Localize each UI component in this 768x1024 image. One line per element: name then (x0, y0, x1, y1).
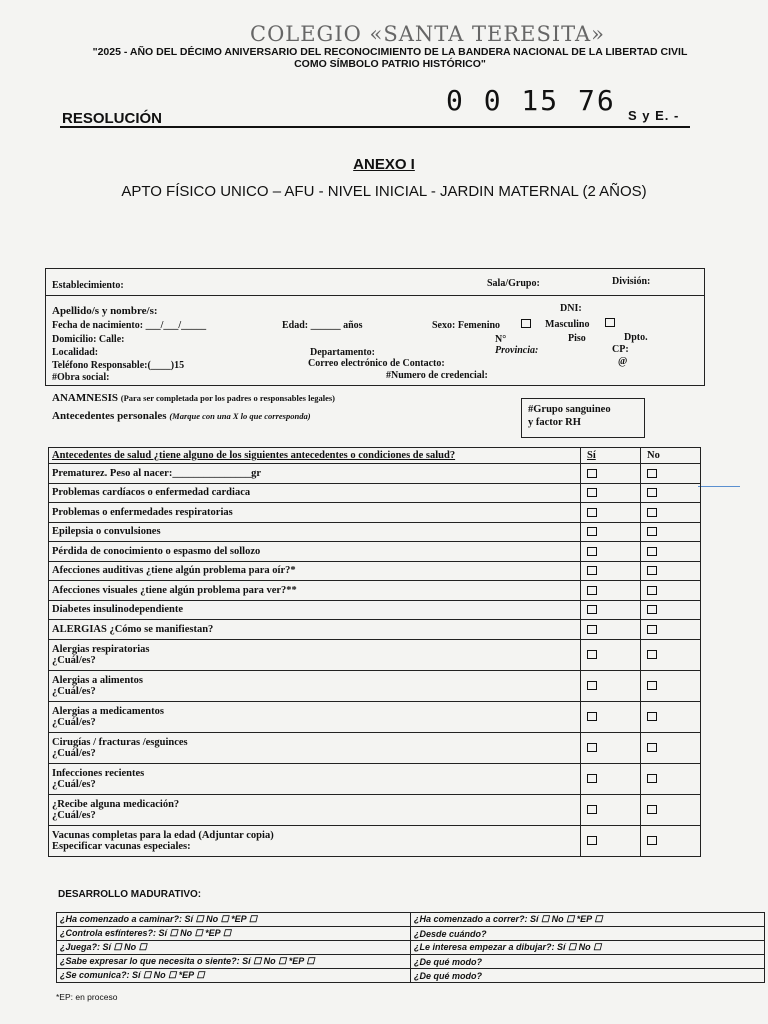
no-cell (641, 825, 701, 856)
numero-field: N° (495, 334, 507, 345)
fecha-field: Fecha de nacimiento: ___/___/_____ (52, 320, 207, 331)
health-question-line-1: Pérdida de conocimiento o espasmo del sollozo (52, 545, 261, 557)
si-cell (581, 794, 641, 825)
form-subtitle: APTO FÍSICO UNICO – AFU - NIVEL INICIAL - JARDIN MATERNAL (2 AÑOS) (121, 183, 647, 200)
credencial-field: #Numero de credencial: (386, 370, 488, 381)
no-checkbox[interactable] (647, 566, 657, 575)
no-cell (641, 581, 701, 601)
health-row (49, 701, 701, 732)
cp-field: CP: (612, 344, 629, 355)
health-question (49, 522, 581, 542)
domicilio-field: Domicilio: Calle: (52, 334, 125, 345)
health-question (49, 600, 581, 620)
health-row (49, 581, 701, 601)
health-row (49, 763, 701, 794)
edad-field: Edad: ______ años (282, 320, 363, 331)
no-cell (641, 522, 701, 542)
health-row (49, 464, 701, 484)
si-cell (581, 561, 641, 581)
anamnesis-note: (Para ser completada por los padres o responsables legales) (120, 393, 335, 403)
desarrollo-question-right: ¿De qué modo? (411, 955, 765, 969)
health-question (49, 763, 581, 794)
si-checkbox[interactable] (587, 625, 597, 634)
no-checkbox[interactable] (647, 836, 657, 845)
sye-label: S y E. - (628, 108, 680, 123)
si-cell (581, 542, 641, 562)
desarrollo-question-right: ¿De qué modo? (411, 969, 765, 983)
antecedentes-heading (52, 410, 311, 422)
blood-group-line-1: #Grupo sanguineo (528, 404, 611, 415)
si-checkbox[interactable] (587, 566, 597, 575)
no-checkbox[interactable] (647, 605, 657, 614)
division-label: División: (612, 276, 651, 287)
desarrollo-question-left: ¿Sabe expresar lo que necesita o siente?: Sí ☐ No ☐ *EP ☐ (57, 955, 411, 969)
sala-label: Sala/Grupo: (487, 278, 540, 289)
masculino-checkbox[interactable] (605, 318, 615, 327)
no-cell (641, 483, 701, 503)
si-cell (581, 522, 641, 542)
desarrollo-row (57, 969, 765, 983)
no-cell (641, 620, 701, 640)
no-checkbox[interactable] (647, 547, 657, 556)
school-logo-text: COLEGIO «SANTA TERESITA» (250, 22, 606, 46)
si-checkbox[interactable] (587, 681, 597, 690)
desarrollo-row (57, 955, 765, 969)
no-checkbox[interactable] (647, 586, 657, 595)
no-cell (641, 600, 701, 620)
health-table (48, 447, 701, 857)
establecimiento-label: Establecimiento: (52, 280, 124, 291)
health-question-line-1: Problemas cardíacos o enfermedad cardiaca (52, 487, 251, 499)
arroba-symbol: @ (618, 356, 628, 367)
telefono-field: Teléfono Responsable:(____)15 (52, 360, 185, 371)
no-cell (641, 503, 701, 523)
health-question (49, 620, 581, 640)
health-question-line-2: ¿Cuál/es? (52, 654, 96, 666)
no-cell (641, 670, 701, 701)
identification-divider (45, 295, 705, 296)
si-cell (581, 701, 641, 732)
health-question-line-2: ¿Cuál/es? (52, 716, 96, 728)
stray-blue-line (698, 486, 740, 487)
antecedentes-title: Antecedentes personales (52, 410, 167, 422)
correo-field: Correo electrónico de Contacto: (308, 358, 445, 369)
provincia-field: Provincia: (495, 345, 539, 356)
health-row (49, 483, 701, 503)
health-header: Antecedentes de salud ¿tiene alguno de los siguientes antecedentes o condiciones de salud? (49, 448, 581, 464)
anamnesis-title: ANAMNESIS (52, 392, 119, 404)
no-cell (641, 701, 701, 732)
health-row (49, 542, 701, 562)
health-question (49, 561, 581, 581)
no-checkbox[interactable] (647, 508, 657, 517)
si-column-header: Sí (581, 448, 641, 464)
si-cell (581, 639, 641, 670)
resolution-number: 0 0 15 76 (446, 84, 616, 117)
health-question-line-1: Diabetes insulinodependiente (52, 604, 183, 616)
health-row (49, 732, 701, 763)
si-cell (581, 581, 641, 601)
desarrollo-question-right: ¿Le interesa empezar a dibujar?: Sí ☐ No ☐ (411, 941, 765, 955)
piso-field: Piso (568, 333, 586, 344)
no-cell (641, 794, 701, 825)
si-checkbox[interactable] (587, 586, 597, 595)
no-column-header: No (641, 448, 701, 464)
health-question-line-1: Alergias a medicamentos (52, 705, 164, 717)
health-question-line-1: Afecciones auditivas ¿tiene algún problema para oír?* (52, 565, 296, 577)
health-question-line-1: Epilepsia o convulsiones (52, 526, 161, 538)
desarrollo-question-left: ¿Se comunica?: Sí ☐ No ☐ *EP ☐ (57, 969, 411, 983)
no-checkbox[interactable] (647, 527, 657, 536)
health-question-line-1: Prematurez. Peso al nacer:_______________gr (52, 467, 261, 479)
si-cell (581, 483, 641, 503)
desarrollo-row (57, 927, 765, 941)
motto (50, 46, 730, 70)
health-question-line-2: ¿Cuál/es? (52, 809, 96, 821)
health-question-line-2: Especificar vacunas especiales: (52, 840, 191, 852)
health-question-line-1: Alergias a alimentos (52, 674, 143, 686)
motto-line-1: "2025 - AÑO DEL DÉCIMO ANIVERSARIO DEL RECONOCIMIENTO DE LA BANDERA NACIONAL DE LA LIBERTAD CIVIL (92, 46, 688, 58)
si-cell (581, 732, 641, 763)
no-checkbox[interactable] (647, 650, 657, 659)
health-question (49, 483, 581, 503)
health-question (49, 542, 581, 562)
si-checkbox[interactable] (587, 605, 597, 614)
apellido-field: Apellido/s y nombre/s: (52, 305, 158, 317)
anexo-title: ANEXO I (353, 156, 415, 173)
no-cell (641, 732, 701, 763)
no-cell (641, 464, 701, 484)
health-question-line-1: ¿Recibe alguna medicación? (52, 798, 180, 810)
health-question-line-2: ¿Cuál/es? (52, 778, 96, 790)
health-question (49, 794, 581, 825)
health-row (49, 503, 701, 523)
health-question (49, 701, 581, 732)
si-checkbox[interactable] (587, 527, 597, 536)
health-question (49, 581, 581, 601)
desarrollo-question-right: ¿Desde cuándo? (411, 927, 765, 941)
health-row (49, 620, 701, 640)
motto-line-2: COMO SÍMBOLO PATRIO HISTÓRICO" (294, 58, 486, 70)
masculino-label: Masculino (545, 319, 590, 330)
health-question (49, 464, 581, 484)
health-question-line-1: Vacunas completas para la edad (Adjuntar copia) (52, 829, 274, 841)
no-cell (641, 639, 701, 670)
desarrollo-question-left: ¿Ha comenzado a caminar?: Sí ☐ No ☐ *EP ☐ (57, 913, 411, 927)
health-header-row (49, 448, 701, 464)
health-question-line-1: Afecciones visuales ¿tiene algún problema para ver?** (52, 584, 297, 596)
si-cell (581, 825, 641, 856)
health-row (49, 670, 701, 701)
departamento-field: Departamento: (310, 347, 375, 358)
health-question (49, 732, 581, 763)
health-question-line-2: ¿Cuál/es? (52, 685, 96, 697)
si-cell (581, 503, 641, 523)
si-checkbox[interactable] (587, 508, 597, 517)
dni-field: DNI: (560, 303, 582, 314)
si-checkbox[interactable] (587, 488, 597, 497)
anamnesis-heading (52, 392, 335, 404)
desarrollo-row (57, 941, 765, 955)
si-cell (581, 600, 641, 620)
localidad-field: Localidad: (52, 347, 99, 358)
antecedentes-note: (Marque con una X lo que corresponda) (169, 411, 311, 421)
health-row (49, 600, 701, 620)
health-question-line-1: ALERGIAS ¿Cómo se manifiestan? (52, 623, 214, 635)
obra-social-field: #Obra social: (52, 372, 110, 383)
si-checkbox[interactable] (587, 836, 597, 845)
si-cell (581, 620, 641, 640)
dpto-field: Dpto. (624, 332, 648, 343)
si-checkbox[interactable] (587, 650, 597, 659)
resolution-label: RESOLUCIÓN (62, 110, 163, 127)
blood-group-line-2: y factor RH (528, 417, 581, 428)
desarrollo-question-left: ¿Juega?: Sí ☐ No ☐ (57, 941, 411, 955)
health-question (49, 503, 581, 523)
no-checkbox[interactable] (647, 805, 657, 814)
si-checkbox[interactable] (587, 805, 597, 814)
desarrollo-question-left: ¿Controla esfínteres?: Sí ☐ No ☐ *EP ☐ (57, 927, 411, 941)
si-cell (581, 464, 641, 484)
blood-group-box (521, 398, 645, 438)
sexo-field: Sexo: Femenino (432, 320, 501, 331)
health-row (49, 561, 701, 581)
health-question (49, 670, 581, 701)
si-cell (581, 763, 641, 794)
ep-footnote: *EP: en proceso (56, 992, 118, 1002)
desarrollo-question-right: ¿Ha comenzado a correr?: Sí ☐ No ☐ *EP ☐ (411, 913, 765, 927)
health-question-line-2: ¿Cuál/es? (52, 747, 96, 759)
no-cell (641, 763, 701, 794)
desarrollo-row (57, 913, 765, 927)
femenino-checkbox[interactable] (521, 319, 531, 328)
si-cell (581, 670, 641, 701)
health-row (49, 825, 701, 856)
health-row (49, 639, 701, 670)
no-checkbox[interactable] (647, 681, 657, 690)
health-row (49, 794, 701, 825)
resolution-underline (60, 126, 690, 128)
health-question (49, 639, 581, 670)
no-checkbox[interactable] (647, 743, 657, 752)
health-row (49, 522, 701, 542)
health-question-line-1: Infecciones recientes (52, 767, 145, 779)
si-checkbox[interactable] (587, 547, 597, 556)
no-checkbox[interactable] (647, 712, 657, 721)
no-checkbox[interactable] (647, 625, 657, 634)
no-checkbox[interactable] (647, 469, 657, 478)
no-checkbox[interactable] (647, 774, 657, 783)
si-checkbox[interactable] (587, 469, 597, 478)
health-question-line-1: Cirugías / fracturas /esguinces (52, 736, 188, 748)
health-question-line-1: Alergias respiratorias (52, 643, 150, 655)
no-cell (641, 542, 701, 562)
no-checkbox[interactable] (647, 488, 657, 497)
no-cell (641, 561, 701, 581)
desarrollo-table (56, 912, 765, 983)
si-checkbox[interactable] (587, 774, 597, 783)
health-question (49, 825, 581, 856)
desarrollo-title: DESARROLLO MADURATIVO: (58, 889, 202, 900)
si-checkbox[interactable] (587, 743, 597, 752)
si-checkbox[interactable] (587, 712, 597, 721)
health-question-line-1: Problemas o enfermedades respiratorias (52, 506, 233, 518)
